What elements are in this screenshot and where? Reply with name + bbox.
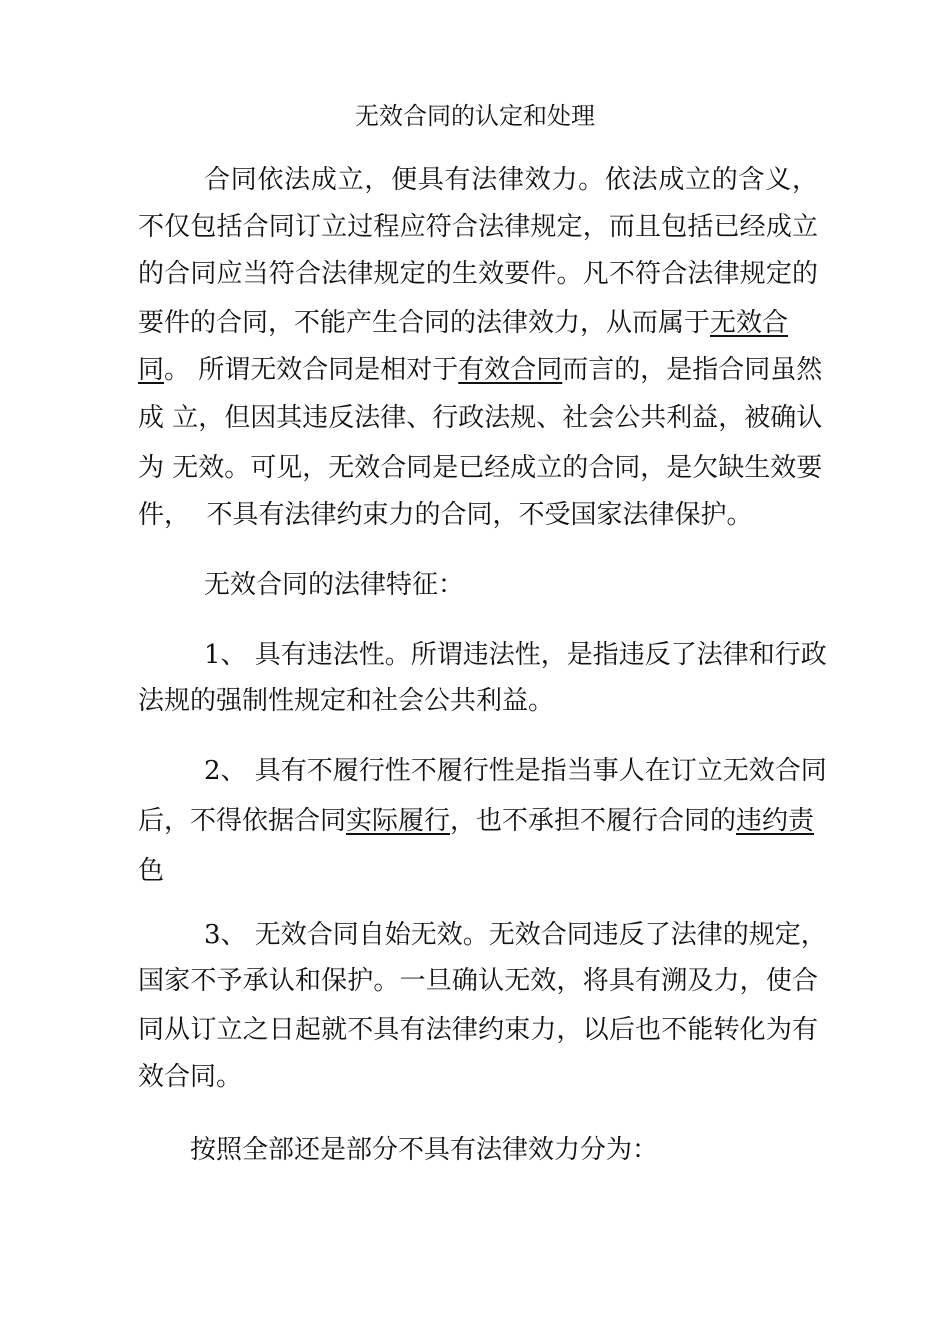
para1-line: 件， 不具有法律约束力的合同，不受国家法律保护。 xyxy=(138,500,753,530)
item2-line xyxy=(138,801,818,841)
link-invalid-contract-cont[interactable]: 同 xyxy=(138,355,165,385)
item2-text: ，也不承担不履行合同的 xyxy=(450,806,737,836)
para1-line: 不仅包括合同订立过程应符合法律规定，而且包括已经成立 xyxy=(138,212,818,242)
para1-line: 的合同应当符合法律规定的生效要件。凡不符合法律规定的 xyxy=(138,259,818,289)
para1-line: 合同依法成立，便具有法律效力。依法成立的含义， xyxy=(204,165,818,195)
para1-text: 而言的，是指合同虽然 xyxy=(562,355,823,385)
link-liability-for-breach[interactable]: 违约责 xyxy=(736,806,815,836)
classification-heading: 按照全部还是部分不具有法律效力分为： xyxy=(190,1135,659,1165)
item3-line: 效合同。 xyxy=(138,1062,243,1092)
link-valid-contract[interactable]: 有效合同 xyxy=(458,355,563,385)
para1-text: 要件的合同，不能产生合同的法律效力，从而属于 xyxy=(138,308,711,338)
link-actual-performance[interactable]: 实际履行 xyxy=(346,806,451,836)
features-heading: 无效合同的法律特征： xyxy=(204,570,465,600)
item1-line: 1、 具有违法性。所谓违法性，是指违反了法律和行政 xyxy=(204,640,827,670)
item2-text: 后，不得依据合同 xyxy=(138,806,347,836)
item3-line: 国家不予承认和保护。一旦确认无效，将具有溯及力，使合 xyxy=(138,966,818,996)
para1-line xyxy=(138,350,823,390)
para1-line: 成 立，但因其违反法律、行政法规、社会公共利益，被确认 xyxy=(138,403,823,433)
para1-text: 。 所谓无效合同是相对于 xyxy=(164,355,459,385)
para1-line xyxy=(138,303,818,343)
link-invalid-contract[interactable]: 无效合 xyxy=(710,308,789,338)
item1-line: 法规的强制性规定和社会公共利益。 xyxy=(138,686,555,716)
item2-line: 2、 具有不履行性不履行性是指当事人在订立无效合同 xyxy=(204,756,827,786)
item3-line: 3、 无效合同自始无效。无效合同违反了法律的规定， xyxy=(204,920,827,950)
item2-line: 色 xyxy=(138,856,165,886)
para1-line: 为 无效。可见，无效合同是已经成立的合同，是欠缺生效要 xyxy=(138,453,823,483)
document-title: 无效合同的认定和处理 xyxy=(355,102,595,130)
item3-line: 同从订立之日起就不具有法律约束力，以后也不能转化为有 xyxy=(138,1015,818,1045)
